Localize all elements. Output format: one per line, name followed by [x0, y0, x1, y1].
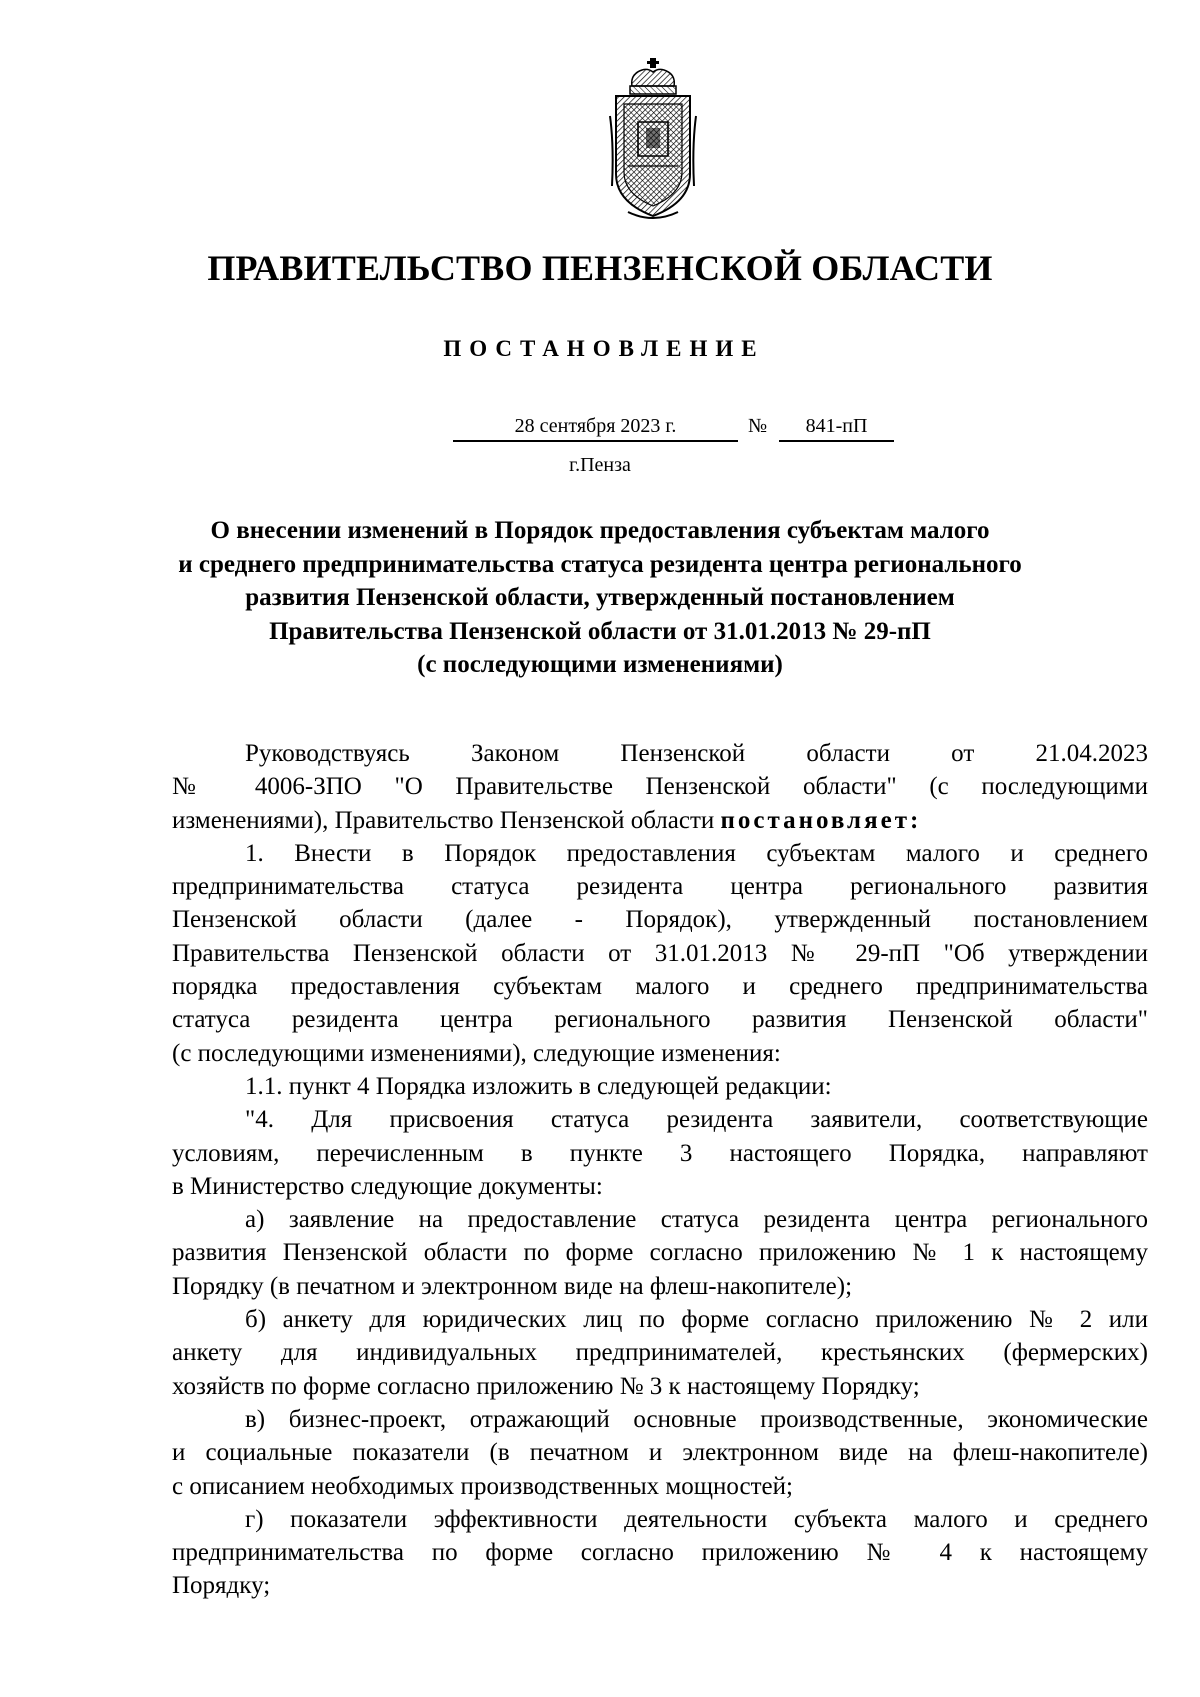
paragraph-line: в Министерство следующие документы: — [172, 1172, 603, 1200]
paragraph-line: статуса резидента центра регионального развития Пензенской области" — [172, 1006, 1148, 1034]
paragraph-line: а) заявление на предоставление статуса резидента центра регионального — [245, 1206, 1148, 1234]
organization-title: ПРАВИТЕЛЬСТВО ПЕНЗЕНСКОЙ ОБЛАСТИ — [207, 248, 993, 288]
document-number: 841-пП — [779, 413, 894, 442]
subject-line: (с последующими изменениями) — [417, 651, 783, 678]
paragraph-line: порядка предоставления субъектам малого и среднего предпринимательства — [172, 973, 1148, 1001]
paragraph-line: Порядку; — [172, 1572, 271, 1600]
paragraph-line: условиям, перечисленным в пункте 3 настоящего Порядка, направляют — [172, 1139, 1148, 1167]
document-city: г.Пенза — [569, 454, 631, 476]
paragraph-line: предпринимательства по форме согласно приложению № 4 к настоящему — [172, 1539, 1148, 1567]
paragraph-line: Пензенской области (далее - Порядок), утвержденный постановлением — [172, 906, 1148, 934]
preamble-line — [172, 804, 1148, 837]
preamble-line: Руководствуясь Законом Пензенской области от 21.04.2023 — [245, 740, 1148, 767]
subject-line: и среднего предпринимательства статуса резидента центра регионального — [178, 550, 1022, 578]
preamble-text: изменениями), Правительство Пензенской области — [172, 806, 721, 834]
paragraph-line: Правительства Пензенской области от 31.01.2013 № 29-пП "Об утверждении — [172, 939, 1148, 967]
paragraph-line: 1. Внести в Порядок предоставления субъектам малого и среднего — [245, 839, 1148, 867]
paragraph-line: предпринимательства статуса резидента центра регионального развития — [172, 873, 1148, 901]
paragraph-line: 1.1. пункт 4 Порядка изложить в следующей редакции: — [245, 1072, 832, 1100]
document-body — [172, 737, 1148, 1603]
paragraph-line: развития Пензенской области по форме согласно приложению № 1 к настоящему — [172, 1239, 1148, 1267]
paragraph-line: (с последующими изменениями), следующие изменения: — [172, 1039, 781, 1067]
coat-of-arms-icon — [608, 56, 698, 222]
paragraph-line: Порядку (в печатном и электронном виде на флеш-накопителе); — [172, 1272, 853, 1300]
paragraph-line: в) бизнес-проект, отражающий основные производственные, экономические — [245, 1405, 1148, 1433]
paragraph-line: хозяйств по форме согласно приложению № 3 к настоящему Порядку; — [172, 1372, 920, 1400]
subject-line: развития Пензенской области, утвержденный постановлением — [245, 584, 955, 611]
document-subject — [140, 514, 1060, 682]
subject-line: Правительства Пензенской области от 31.01.2013 № 29-пП — [269, 617, 931, 645]
preamble-line: № 4006-ЗПО "О Правительстве Пензенской области" (с последующими — [172, 773, 1148, 801]
paragraph-line: б) анкету для юридических лиц по форме согласно приложению № 2 или — [245, 1306, 1148, 1334]
paragraph-line: г) показатели эффективности деятельности субъекта малого и среднего — [245, 1505, 1148, 1533]
paragraph-line: с описанием необходимых производственных мощностей; — [172, 1472, 793, 1500]
document-type: ПОСТАНОВЛЕНИЕ — [443, 336, 765, 361]
paragraph-line: "4. Для присвоения статуса резидента заявители, соответствующие — [245, 1106, 1148, 1134]
document-date: 28 сентября 2023 г. — [453, 413, 738, 442]
paragraph-line: и социальные показатели (в печатном и электронном виде на флеш-накопителе) — [172, 1439, 1148, 1467]
paragraph-line: анкету для индивидуальных предпринимателей, крестьянских (фермерских) — [172, 1339, 1148, 1367]
number-sign: № — [748, 415, 768, 437]
subject-line: О внесении изменений в Порядок предоставления субъектам малого — [210, 517, 990, 544]
resolves-word: постановляет: — [720, 806, 922, 834]
